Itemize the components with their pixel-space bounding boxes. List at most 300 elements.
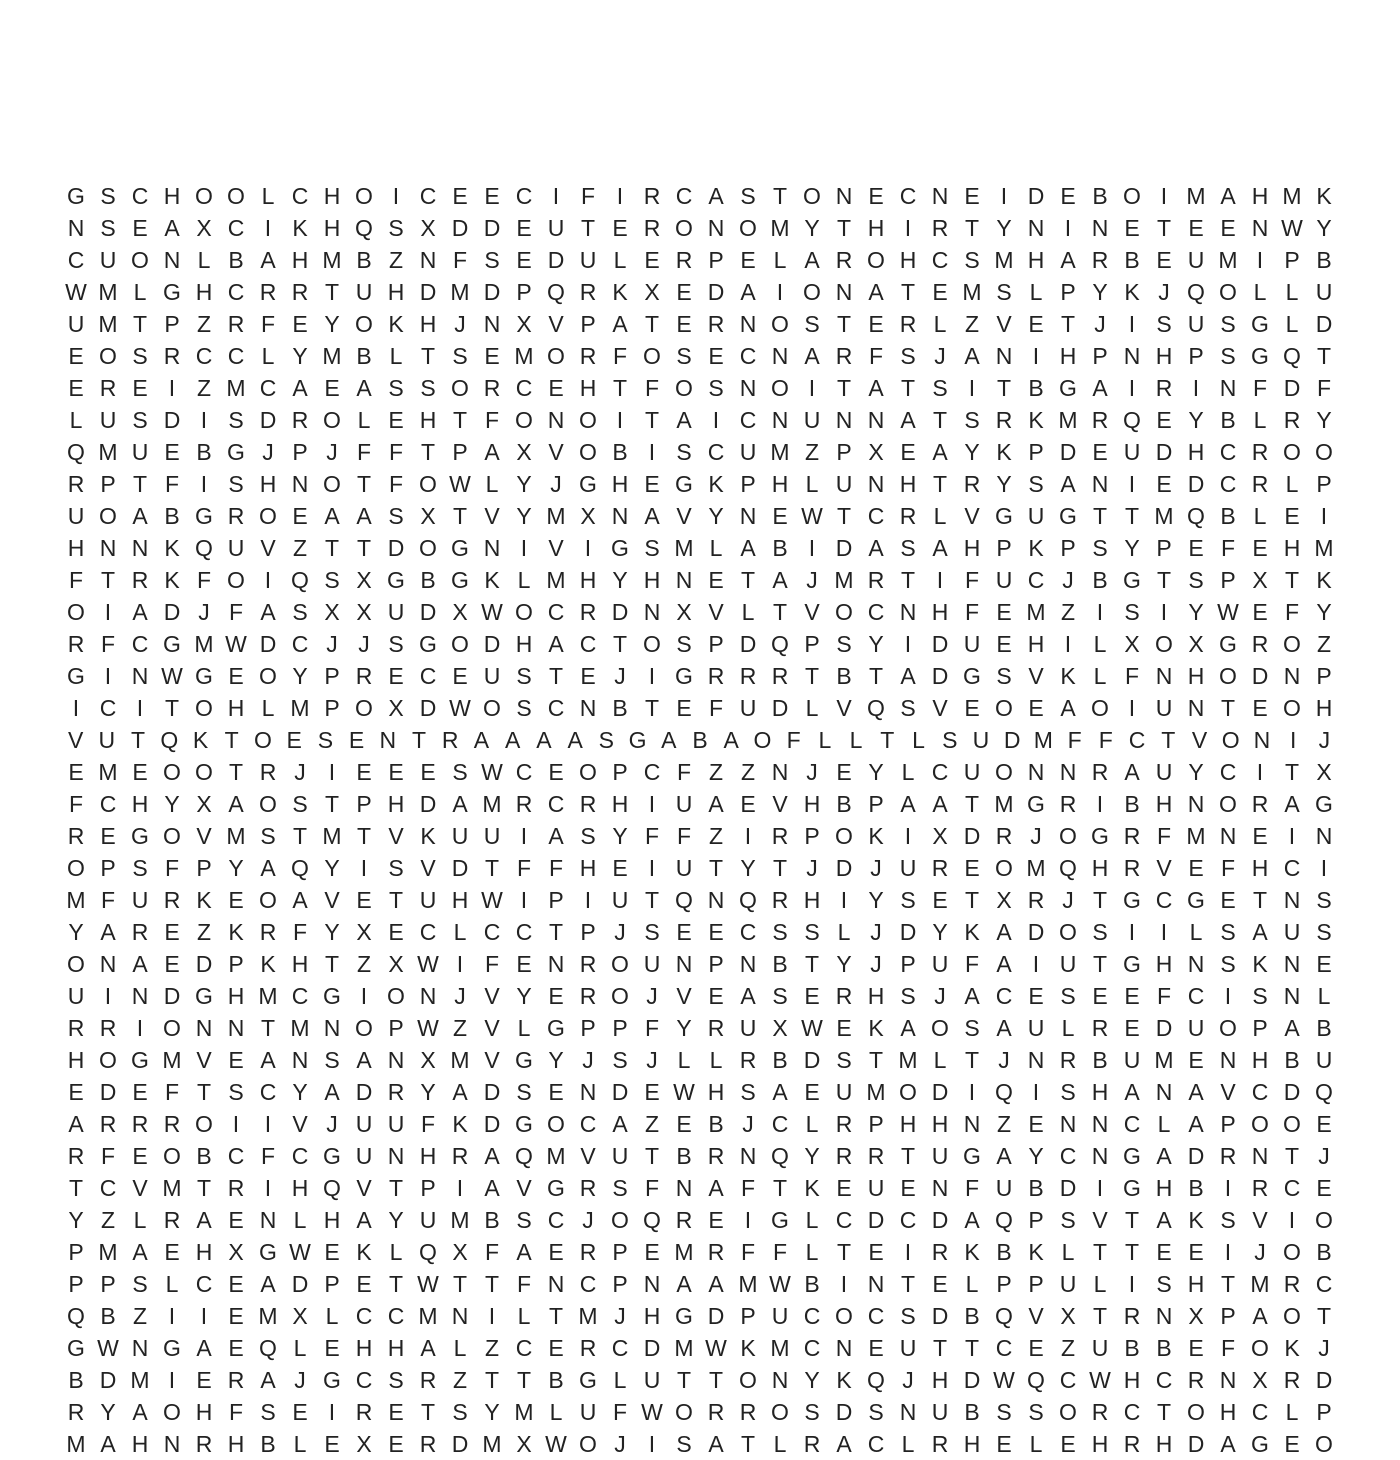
- grid-letter[interactable]: M: [322, 247, 342, 273]
- grid-letter[interactable]: F: [708, 695, 724, 721]
- grid-letter[interactable]: O: [67, 855, 85, 881]
- grid-letter[interactable]: C: [1219, 759, 1237, 785]
- grid-letter[interactable]: H: [67, 535, 85, 561]
- grid-letter[interactable]: I: [968, 375, 976, 401]
- grid-letter[interactable]: N: [995, 343, 1013, 369]
- grid-letter[interactable]: A: [292, 887, 308, 913]
- grid-letter[interactable]: D: [1315, 1367, 1333, 1393]
- grid-letter[interactable]: P: [708, 951, 724, 977]
- grid-letter[interactable]: U: [995, 1175, 1013, 1201]
- grid-letter[interactable]: Q: [771, 1143, 789, 1169]
- grid-letter[interactable]: P: [580, 1015, 596, 1041]
- grid-letter[interactable]: C: [419, 663, 437, 689]
- grid-letter[interactable]: N: [771, 759, 789, 785]
- grid-letter[interactable]: M: [514, 1399, 534, 1425]
- grid-letter[interactable]: U: [771, 1303, 789, 1329]
- grid-letter[interactable]: Q: [323, 1175, 341, 1201]
- grid-letter[interactable]: C: [1155, 887, 1173, 913]
- grid-letter[interactable]: E: [676, 695, 692, 721]
- grid-letter[interactable]: T: [196, 1079, 212, 1105]
- grid-letter[interactable]: L: [389, 343, 403, 369]
- grid-letter[interactable]: E: [1124, 215, 1140, 241]
- grid-letter[interactable]: B: [772, 951, 788, 977]
- grid-letter[interactable]: R: [1027, 887, 1045, 913]
- grid-letter[interactable]: E: [164, 1239, 180, 1265]
- grid-letter[interactable]: I: [456, 951, 464, 977]
- grid-letter[interactable]: E: [324, 1335, 340, 1361]
- grid-letter[interactable]: T: [548, 1303, 564, 1329]
- grid-letter[interactable]: S: [900, 343, 916, 369]
- grid-letter[interactable]: D: [387, 535, 405, 561]
- grid-letter[interactable]: K: [164, 535, 180, 561]
- grid-letter[interactable]: O: [739, 215, 757, 241]
- grid-letter[interactable]: R: [163, 1111, 181, 1137]
- grid-letter[interactable]: O: [163, 823, 181, 849]
- grid-letter[interactable]: D: [771, 695, 789, 721]
- grid-letter[interactable]: W: [993, 1367, 1015, 1393]
- grid-letter[interactable]: S: [132, 855, 148, 881]
- grid-letter[interactable]: E: [708, 343, 724, 369]
- grid-letter[interactable]: Z: [452, 1015, 468, 1041]
- grid-letter[interactable]: F: [740, 1239, 756, 1265]
- grid-letter[interactable]: E: [292, 311, 308, 337]
- grid-letter[interactable]: O: [1315, 439, 1333, 465]
- grid-letter[interactable]: C: [547, 599, 565, 625]
- grid-letter[interactable]: D: [611, 599, 629, 625]
- grid-letter[interactable]: O: [387, 983, 405, 1009]
- grid-letter[interactable]: O: [739, 1367, 757, 1393]
- grid-letter[interactable]: B: [1092, 567, 1108, 593]
- grid-letter[interactable]: A: [1124, 759, 1140, 785]
- grid-letter[interactable]: S: [484, 247, 500, 273]
- grid-letter[interactable]: X: [1252, 567, 1268, 593]
- grid-letter[interactable]: D: [451, 855, 469, 881]
- grid-letter[interactable]: N: [931, 183, 949, 209]
- grid-letter[interactable]: C: [739, 343, 757, 369]
- grid-letter[interactable]: N: [387, 1143, 405, 1169]
- grid-letter[interactable]: R: [835, 247, 853, 273]
- grid-letter[interactable]: E: [548, 759, 564, 785]
- grid-letter[interactable]: P: [196, 855, 212, 881]
- grid-letter[interactable]: S: [388, 855, 404, 881]
- grid-letter[interactable]: E: [1156, 247, 1172, 273]
- grid-letter[interactable]: T: [100, 567, 116, 593]
- grid-letter[interactable]: A: [484, 1175, 500, 1201]
- grid-letter[interactable]: O: [1219, 1015, 1237, 1041]
- grid-letter[interactable]: U: [1059, 1271, 1077, 1297]
- grid-letter[interactable]: E: [1028, 311, 1044, 337]
- grid-letter[interactable]: R: [387, 1079, 405, 1105]
- grid-letter[interactable]: V: [1252, 1207, 1268, 1233]
- grid-letter[interactable]: S: [580, 823, 596, 849]
- grid-letter[interactable]: P: [100, 1271, 116, 1297]
- grid-letter[interactable]: N: [379, 727, 397, 753]
- grid-letter[interactable]: Q: [1283, 343, 1301, 369]
- grid-letter[interactable]: G: [451, 567, 469, 593]
- grid-letter[interactable]: Z: [708, 823, 724, 849]
- grid-letter[interactable]: H: [1251, 1047, 1269, 1073]
- grid-letter[interactable]: R: [931, 215, 949, 241]
- grid-letter[interactable]: F: [644, 823, 660, 849]
- grid-letter[interactable]: K: [260, 951, 276, 977]
- grid-letter[interactable]: C: [99, 695, 117, 721]
- grid-letter[interactable]: A: [1252, 919, 1268, 945]
- grid-letter[interactable]: M: [98, 1239, 118, 1265]
- grid-letter[interactable]: G: [515, 1111, 533, 1137]
- grid-letter[interactable]: L: [805, 695, 819, 721]
- grid-letter[interactable]: Z: [740, 759, 756, 785]
- grid-letter[interactable]: I: [1032, 1079, 1040, 1105]
- grid-letter[interactable]: C: [355, 1367, 373, 1393]
- grid-letter[interactable]: U: [739, 439, 757, 465]
- grid-letter[interactable]: U: [643, 1367, 661, 1393]
- grid-letter[interactable]: C: [1128, 727, 1146, 753]
- grid-letter[interactable]: Q: [995, 1079, 1013, 1105]
- grid-letter[interactable]: D: [483, 1111, 501, 1137]
- grid-letter[interactable]: I: [648, 663, 656, 689]
- grid-letter[interactable]: S: [964, 247, 980, 273]
- grid-letter[interactable]: R: [995, 407, 1013, 433]
- grid-letter[interactable]: N: [131, 983, 149, 1009]
- grid-letter[interactable]: C: [99, 791, 117, 817]
- grid-letter[interactable]: Z: [1316, 631, 1332, 657]
- grid-letter[interactable]: A: [932, 791, 948, 817]
- grid-letter[interactable]: C: [227, 215, 245, 241]
- grid-letter[interactable]: C: [1315, 1271, 1333, 1297]
- grid-letter[interactable]: S: [100, 183, 116, 209]
- grid-letter[interactable]: C: [739, 919, 757, 945]
- grid-letter[interactable]: N: [835, 1335, 853, 1361]
- grid-letter[interactable]: K: [996, 439, 1012, 465]
- grid-letter[interactable]: C: [579, 1111, 597, 1137]
- grid-letter[interactable]: A: [260, 855, 276, 881]
- grid-letter[interactable]: I: [360, 855, 368, 881]
- grid-letter[interactable]: C: [195, 1271, 213, 1297]
- grid-letter[interactable]: C: [1251, 1079, 1269, 1105]
- grid-letter[interactable]: R: [579, 343, 597, 369]
- grid-letter[interactable]: C: [675, 183, 693, 209]
- grid-letter[interactable]: U: [675, 855, 693, 881]
- grid-letter[interactable]: K: [388, 311, 404, 337]
- grid-letter[interactable]: J: [806, 567, 818, 593]
- grid-letter[interactable]: M: [450, 279, 470, 305]
- grid-letter[interactable]: F: [68, 791, 84, 817]
- grid-letter[interactable]: Y: [292, 343, 308, 369]
- grid-letter[interactable]: J: [806, 759, 818, 785]
- grid-letter[interactable]: T: [1220, 695, 1236, 721]
- grid-letter[interactable]: O: [195, 759, 213, 785]
- grid-letter[interactable]: G: [323, 1143, 341, 1169]
- grid-letter[interactable]: D: [1187, 471, 1205, 497]
- grid-letter[interactable]: N: [483, 535, 501, 561]
- grid-letter[interactable]: D: [259, 631, 277, 657]
- grid-letter[interactable]: N: [867, 1271, 885, 1297]
- grid-letter[interactable]: O: [867, 247, 885, 273]
- grid-letter[interactable]: R: [899, 311, 917, 337]
- grid-letter[interactable]: H: [931, 1111, 949, 1137]
- grid-letter[interactable]: Q: [1315, 1079, 1333, 1105]
- grid-letter[interactable]: O: [163, 1143, 181, 1169]
- grid-letter[interactable]: G: [611, 535, 629, 561]
- grid-letter[interactable]: H: [643, 567, 661, 593]
- grid-letter[interactable]: U: [931, 1399, 949, 1425]
- grid-letter[interactable]: Q: [771, 631, 789, 657]
- grid-letter[interactable]: A: [772, 567, 788, 593]
- grid-letter[interactable]: U: [899, 855, 917, 881]
- grid-letter[interactable]: H: [963, 1431, 981, 1457]
- grid-letter[interactable]: H: [1155, 951, 1173, 977]
- grid-letter[interactable]: D: [1315, 311, 1333, 337]
- grid-letter[interactable]: A: [1220, 1431, 1236, 1457]
- grid-letter[interactable]: O: [323, 407, 341, 433]
- grid-letter[interactable]: T: [932, 407, 948, 433]
- grid-letter[interactable]: T: [1124, 503, 1140, 529]
- grid-letter[interactable]: J: [934, 343, 946, 369]
- grid-letter[interactable]: E: [1252, 823, 1268, 849]
- grid-letter[interactable]: P: [1188, 343, 1204, 369]
- grid-letter[interactable]: I: [168, 1367, 176, 1393]
- grid-letter[interactable]: R: [771, 887, 789, 913]
- grid-letter[interactable]: H: [1155, 1431, 1173, 1457]
- grid-letter[interactable]: A: [484, 439, 500, 465]
- grid-letter[interactable]: M: [98, 439, 118, 465]
- grid-letter[interactable]: E: [356, 887, 372, 913]
- grid-letter[interactable]: R: [355, 1399, 373, 1425]
- grid-letter[interactable]: L: [818, 727, 832, 753]
- grid-letter[interactable]: G: [1123, 1175, 1141, 1201]
- grid-letter[interactable]: X: [676, 599, 692, 625]
- grid-letter[interactable]: G: [579, 1367, 597, 1393]
- grid-letter[interactable]: C: [643, 759, 661, 785]
- grid-letter[interactable]: R: [227, 311, 245, 337]
- grid-letter[interactable]: C: [99, 1175, 117, 1201]
- grid-letter[interactable]: X: [420, 215, 436, 241]
- grid-letter[interactable]: K: [1028, 407, 1044, 433]
- grid-letter[interactable]: T: [836, 375, 852, 401]
- grid-letter[interactable]: S: [388, 503, 404, 529]
- grid-letter[interactable]: C: [1027, 567, 1045, 593]
- grid-letter[interactable]: U: [1187, 1015, 1205, 1041]
- grid-letter[interactable]: B: [260, 1431, 276, 1457]
- grid-letter[interactable]: N: [163, 1431, 181, 1457]
- grid-letter[interactable]: B: [1220, 407, 1236, 433]
- grid-letter[interactable]: F: [196, 567, 212, 593]
- grid-letter[interactable]: C: [931, 759, 949, 785]
- grid-letter[interactable]: A: [900, 407, 916, 433]
- grid-letter[interactable]: S: [900, 887, 916, 913]
- grid-letter[interactable]: F: [388, 439, 404, 465]
- grid-letter[interactable]: U: [675, 791, 693, 817]
- grid-letter[interactable]: S: [996, 663, 1012, 689]
- grid-letter[interactable]: S: [1156, 311, 1172, 337]
- grid-letter[interactable]: N: [643, 1271, 661, 1297]
- grid-letter[interactable]: D: [931, 1207, 949, 1233]
- grid-letter[interactable]: L: [1093, 1271, 1107, 1297]
- grid-letter[interactable]: J: [1062, 567, 1074, 593]
- grid-letter[interactable]: I: [1096, 791, 1104, 817]
- grid-letter[interactable]: I: [104, 663, 112, 689]
- grid-letter[interactable]: G: [163, 631, 181, 657]
- grid-letter[interactable]: T: [772, 183, 788, 209]
- grid-letter[interactable]: C: [867, 599, 885, 625]
- grid-letter[interactable]: G: [163, 1335, 181, 1361]
- grid-letter[interactable]: I: [904, 631, 912, 657]
- grid-letter[interactable]: T: [612, 375, 628, 401]
- grid-letter[interactable]: R: [131, 1111, 149, 1137]
- grid-letter[interactable]: F: [1284, 599, 1300, 625]
- grid-letter[interactable]: I: [968, 1079, 976, 1105]
- grid-letter[interactable]: O: [1251, 1111, 1269, 1137]
- grid-letter[interactable]: O: [195, 183, 213, 209]
- grid-letter[interactable]: S: [996, 279, 1012, 305]
- grid-letter[interactable]: T: [1161, 727, 1176, 753]
- grid-letter[interactable]: D: [483, 631, 501, 657]
- grid-letter[interactable]: Z: [996, 1111, 1012, 1137]
- grid-letter[interactable]: L: [165, 1271, 179, 1297]
- grid-letter[interactable]: R: [931, 855, 949, 881]
- grid-letter[interactable]: K: [420, 823, 436, 849]
- grid-letter[interactable]: Y: [516, 983, 532, 1009]
- grid-letter[interactable]: B: [804, 1271, 820, 1297]
- grid-letter[interactable]: D: [419, 279, 437, 305]
- grid-letter[interactable]: O: [803, 183, 821, 209]
- grid-letter[interactable]: C: [1059, 1367, 1077, 1393]
- grid-letter[interactable]: I: [264, 567, 272, 593]
- grid-letter[interactable]: O: [515, 599, 533, 625]
- grid-letter[interactable]: G: [131, 823, 149, 849]
- grid-letter[interactable]: N: [419, 983, 437, 1009]
- grid-letter[interactable]: D: [931, 1079, 949, 1105]
- grid-letter[interactable]: Z: [644, 1111, 660, 1137]
- grid-letter[interactable]: I: [520, 887, 528, 913]
- grid-letter[interactable]: R: [67, 823, 85, 849]
- grid-letter[interactable]: P: [708, 247, 724, 273]
- grid-letter[interactable]: R: [579, 1239, 597, 1265]
- grid-letter[interactable]: L: [709, 1047, 723, 1073]
- grid-letter[interactable]: T: [164, 695, 180, 721]
- grid-letter[interactable]: T: [356, 535, 372, 561]
- grid-letter[interactable]: P: [228, 951, 244, 977]
- grid-letter[interactable]: M: [450, 1047, 470, 1073]
- grid-letter[interactable]: L: [1285, 311, 1299, 337]
- grid-letter[interactable]: H: [707, 1079, 725, 1105]
- grid-letter[interactable]: L: [1253, 279, 1267, 305]
- grid-letter[interactable]: E: [932, 1271, 948, 1297]
- grid-letter[interactable]: E: [676, 279, 692, 305]
- grid-letter[interactable]: R: [1251, 471, 1269, 497]
- grid-letter[interactable]: M: [1154, 1047, 1174, 1073]
- grid-letter[interactable]: Y: [1316, 407, 1332, 433]
- grid-letter[interactable]: T: [452, 1271, 468, 1297]
- grid-letter[interactable]: J: [998, 1047, 1010, 1073]
- grid-letter[interactable]: E: [484, 343, 500, 369]
- grid-letter[interactable]: S: [388, 631, 404, 657]
- grid-letter[interactable]: M: [1282, 183, 1302, 209]
- grid-letter[interactable]: H: [387, 1335, 405, 1361]
- grid-letter[interactable]: H: [227, 983, 245, 1009]
- grid-letter[interactable]: Y: [324, 855, 340, 881]
- grid-letter[interactable]: Y: [484, 1399, 500, 1425]
- grid-letter[interactable]: F: [356, 439, 372, 465]
- grid-letter[interactable]: C: [291, 1143, 309, 1169]
- grid-letter[interactable]: S: [964, 407, 980, 433]
- grid-letter[interactable]: B: [196, 1143, 212, 1169]
- grid-letter[interactable]: T: [420, 1399, 436, 1425]
- grid-letter[interactable]: C: [1123, 1399, 1141, 1425]
- grid-letter[interactable]: T: [612, 631, 628, 657]
- grid-letter[interactable]: G: [995, 503, 1013, 529]
- grid-letter[interactable]: L: [741, 599, 755, 625]
- grid-letter[interactable]: A: [420, 1335, 436, 1361]
- grid-letter[interactable]: N: [291, 471, 309, 497]
- grid-letter[interactable]: N: [1187, 695, 1205, 721]
- grid-letter[interactable]: R: [739, 1399, 757, 1425]
- grid-letter[interactable]: P: [580, 311, 596, 337]
- grid-letter[interactable]: Y: [868, 759, 884, 785]
- grid-letter[interactable]: V: [548, 535, 564, 561]
- grid-letter[interactable]: L: [453, 1335, 467, 1361]
- grid-letter[interactable]: J: [1318, 727, 1331, 753]
- grid-letter[interactable]: G: [1123, 1143, 1141, 1169]
- grid-letter[interactable]: N: [1123, 343, 1141, 369]
- grid-letter[interactable]: X: [1060, 1303, 1076, 1329]
- grid-letter[interactable]: Z: [356, 951, 372, 977]
- grid-letter[interactable]: S: [676, 343, 692, 369]
- grid-letter[interactable]: G: [1027, 791, 1045, 817]
- grid-letter[interactable]: H: [515, 631, 533, 657]
- grid-letter[interactable]: R: [931, 1239, 949, 1265]
- grid-letter[interactable]: U: [67, 311, 85, 337]
- grid-letter[interactable]: J: [326, 631, 338, 657]
- grid-letter[interactable]: C: [227, 279, 245, 305]
- grid-letter[interactable]: O: [579, 407, 597, 433]
- grid-letter[interactable]: D: [483, 279, 501, 305]
- grid-letter[interactable]: F: [548, 855, 564, 881]
- grid-letter[interactable]: P: [996, 1271, 1012, 1297]
- grid-letter[interactable]: E: [708, 1207, 724, 1233]
- grid-letter[interactable]: E: [932, 887, 948, 913]
- grid-letter[interactable]: O: [1283, 1303, 1301, 1329]
- grid-letter[interactable]: P: [1028, 1271, 1044, 1297]
- grid-letter[interactable]: R: [803, 1431, 821, 1457]
- grid-letter[interactable]: C: [899, 1207, 917, 1233]
- grid-letter[interactable]: A: [1060, 695, 1076, 721]
- grid-letter[interactable]: J: [902, 1367, 914, 1393]
- grid-letter[interactable]: H: [931, 1367, 949, 1393]
- grid-letter[interactable]: S: [452, 1399, 468, 1425]
- grid-letter[interactable]: T: [356, 471, 372, 497]
- grid-letter[interactable]: S: [317, 727, 334, 753]
- grid-letter[interactable]: B: [1028, 1175, 1044, 1201]
- grid-letter[interactable]: I: [1128, 375, 1136, 401]
- grid-letter[interactable]: F: [164, 471, 180, 497]
- grid-letter[interactable]: M: [162, 1175, 182, 1201]
- grid-letter[interactable]: S: [1220, 343, 1236, 369]
- grid-letter[interactable]: O: [355, 311, 373, 337]
- grid-letter[interactable]: Y: [708, 503, 724, 529]
- grid-letter[interactable]: Y: [1092, 279, 1108, 305]
- grid-letter[interactable]: S: [228, 407, 244, 433]
- grid-letter[interactable]: R: [259, 279, 277, 305]
- grid-letter[interactable]: H: [195, 279, 213, 305]
- grid-letter[interactable]: N: [771, 343, 789, 369]
- grid-letter[interactable]: S: [740, 1079, 756, 1105]
- grid-letter[interactable]: K: [740, 1335, 756, 1361]
- grid-letter[interactable]: L: [453, 919, 467, 945]
- grid-letter[interactable]: U: [451, 823, 469, 849]
- grid-letter[interactable]: C: [387, 1303, 405, 1329]
- grid-letter[interactable]: D: [291, 1271, 309, 1297]
